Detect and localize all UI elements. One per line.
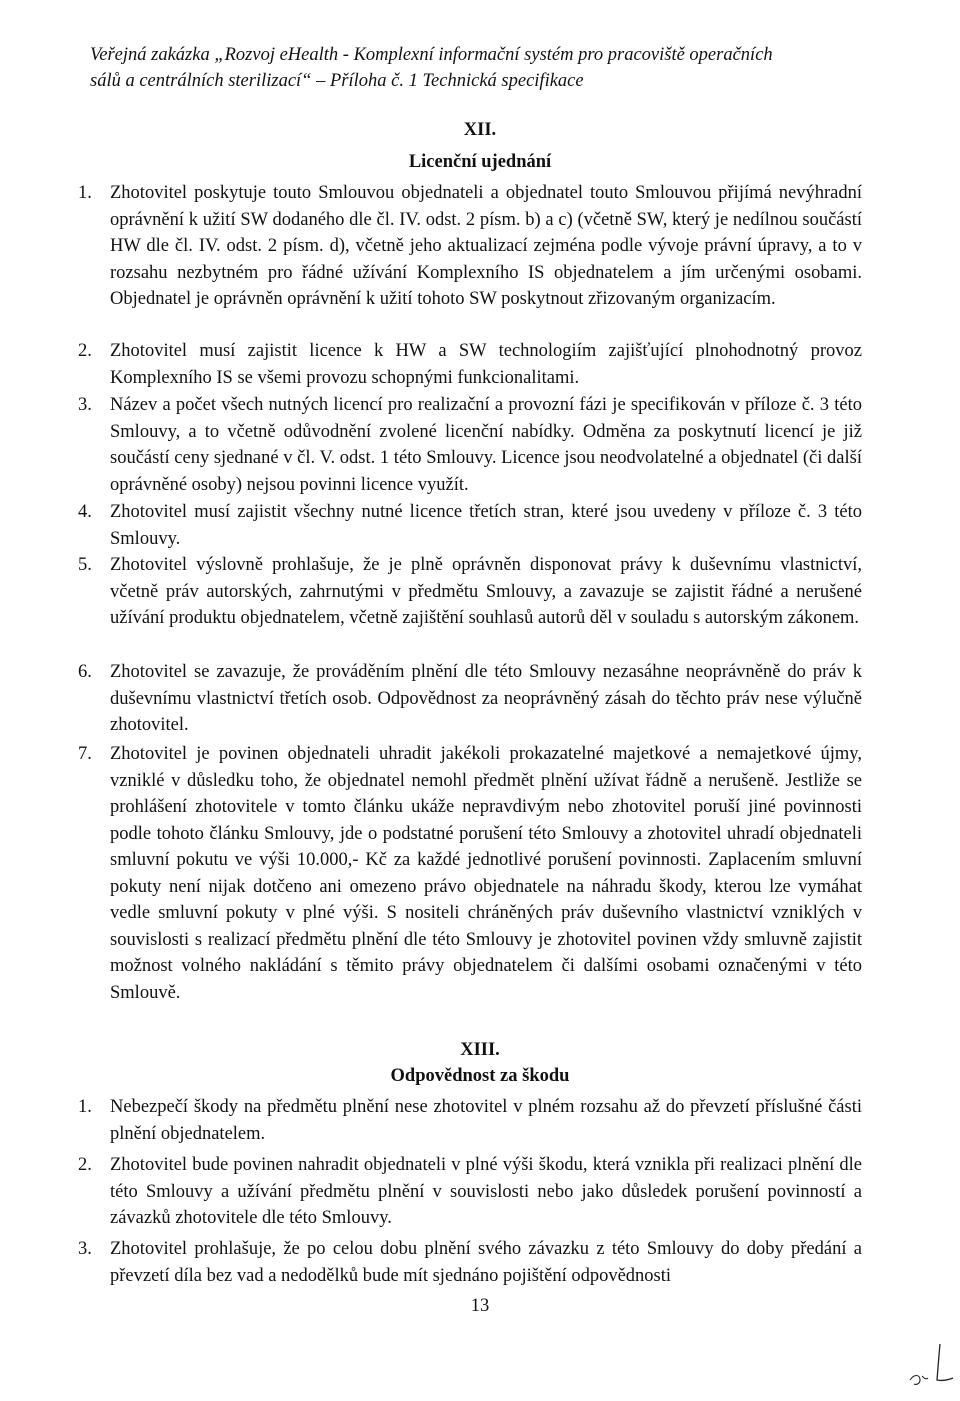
paragraph: Zhotovitel výslovně prohlašuje, že je plně oprávněn disponovat právy k duševnímu vlastnictví, včetně práv autorských, zahrnutými v předmětu Smlouvy, a zavazuje se zajistit řádné a nerušené užívání produktu objednatelem, včetně zajištění souhlasů autorů děl v souladu s autorským zákonem. [110,555,862,628]
header-line-1: Veřejná zakázka „Rozvoj eHealth - Komplexní informační systém pro pracoviště operačních [90,45,773,65]
item-number: 1. [78,183,92,203]
paragraph: Zhotovitel se zavazuje, že prováděním plnění dle této Smlouvy nezasáhne neoprávněně do práv k duševnímu vlastnictví třetích osob. Odpovědnost za neoprávněný zásah do těchto práv nese výlučně zhotovitel. [110,662,862,735]
item-number: 7. [78,744,92,764]
section-xiii-number: XIII. [460,1040,500,1060]
page-number: 13 [470,1296,490,1316]
paragraph: Nebezpečí škody na předmětu plnění nese zhotovitel v plném rozsahu až do převzetí příslušné části plnění objednatelem. [110,1097,862,1144]
paragraph: Zhotovitel je povinen objednateli uhradit jakékoli prokazatelné majetkové a nemajetkové újmy, vzniklé v důsledku toho, že objednatel nemohl předmět plnění užívat řádně a nerušeně. Jestliže se prohlášení zhotovitele v tomto článku ukáže nepravdivým nebo zhotovitel poruší jiné povinnosti podle tohoto článku Smlouvy, jde o podstatné porušení této Smlouvy a zhotovitel uhradí objednateli smluvní pokutu ve výši 10.000,- Kč za každé jednotlivé porušení povinnosti. Zaplacením smluvní pokuty není nijak dotčeno ani omezeno právo objednatele na náhradu škody, kterou lze vymáhat vedle smluvní pokuty v plné výši. S nositeli chráněných práv duševního vlastnictví vzniklých v souvislosti s realizací předmětu plnění dle této Smlouvy je zhotovitel povinen vždy smluvně zajistit možnost volného nakládání s těmito právy objednatelem či dalšími osobami označenými v této Smlouvě. [110,744,862,1003]
page-header [90,42,890,94]
item-number: 2. [78,1155,92,1175]
section-xiii-title: Odpovědnost za škodu [390,1066,570,1086]
paragraph: Zhotovitel prohlašuje, že po celou dobu plnění svého závazku z této Smlouvy do doby předání a převzetí díla bez vad a nedodělků bude mít sjednáno pojištění odpovědnosti [110,1239,862,1286]
item-number: 5. [78,555,92,575]
section-xii-title: Licenční ujednání [408,152,552,172]
paragraph: Zhotovitel musí zajistit všechny nutné licence třetích stran, které jsou uvedeny v příloze č. 3 této Smlouvy. [110,502,862,549]
item-number: 1. [78,1097,92,1117]
item-number: 3. [78,395,92,415]
paragraph: Zhotovitel poskytuje touto Smlouvou objednateli a objednatel touto Smlouvou přijímá nevýhradní oprávnění k užití SW dodaného dle čl. IV. odst. 2 písm. b) a c) (včetně SW, který je nedílnou součástí HW dle čl. IV. odst. 2 písm. d), včetně jeho aktualizací zejména podle vývoje právní úpravy, a to v rozsahu nezbytném pro řádné užívání Komplexního IS objednatelem a jím určenými osobami. Objednatel je oprávněn oprávnění k užití tohoto SW poskytnout zřizovaným organizacím. [110,183,862,309]
section-xii-number: XII. [463,120,497,140]
header-line-2: sálů a centrálních sterilizací“ – Příloha č. 1 Technická specifikace [90,71,584,91]
paragraph: Název a počet všech nutných licencí pro realizační a provozní fázi je specifikován v příloze č. 3 této Smlouvy, a to včetně odůvodnění zvolené licenční nabídky. Odměna za poskytnutí licencí je již součástí ceny sjednané v čl. V. odst. 1 této Smlouvy. Licence jsou neodvolatelné a objednatel (či další oprávněné osoby) nejsou povinni licence využít. [110,395,862,495]
item-number: 4. [78,502,92,522]
paragraph: Zhotovitel musí zajistit licence k HW a SW technologiím zajišťující plnohodnotný provoz Komplexního IS se všemi provozu schopnými funkcionalitami. [110,341,862,388]
item-number: 2. [78,341,92,361]
handwritten-initials-mark [906,1340,956,1390]
item-number: 6. [78,662,92,682]
item-number: 3. [78,1239,92,1259]
paragraph: Zhotovitel bude povinen nahradit objednateli v plné výši škodu, která vznikla při realizaci plnění dle této Smlouvy a užívání předmětu plnění v souvislosti nebo jako důsledek porušení povinností a závazků zhotovitele dle této Smlouvy. [110,1155,862,1228]
